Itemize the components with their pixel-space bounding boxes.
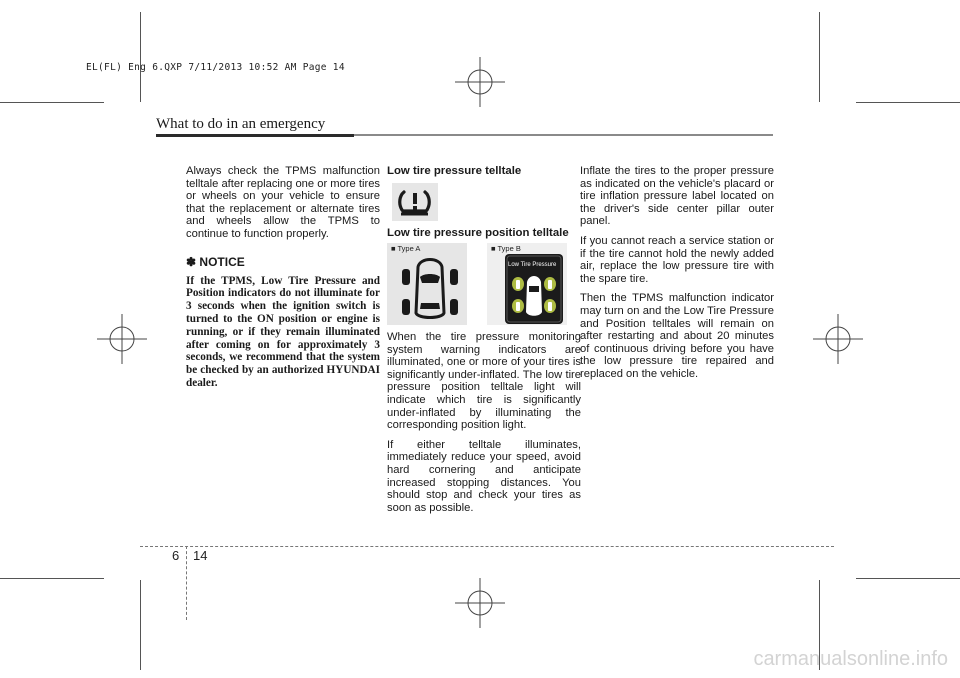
reduce-speed-paragraph: If either telltale illuminates, immediately reduce your speed, avoid hard cornering and anticipate increased stopping distances. You should stop and check your tires as soon as possible. [387,438,581,514]
registration-mark-top [455,57,505,107]
low-tire-heading: Low tire pressure telltale [387,165,522,177]
notice-label: NOTICE [199,254,245,269]
registration-mark-left [97,314,147,364]
header-rule-accent [156,134,354,137]
inflate-tires-paragraph: Inflate the tires to the proper pressure as indicated on the vehicle's placard or tire inflation pressure label located on the driver's side center pillar outer panel. [580,165,774,228]
chapter-number: 6 [172,548,180,563]
malfunction-indicator-paragraph: Then the TPMS malfunction indicator may turn on and the Low Tire Pressure and Position telltales will remain on after restarting and about 20 minutes of continuous driving before you have the low pressure tire repaired and replaced on the vehicle. [580,292,774,380]
notice-heading [186,255,380,269]
tpms-warning-icon [392,183,438,221]
print-slug: EL(FL) Eng 6.QXP 7/11/2013 10:52 AM Page 14 [86,62,345,73]
position-telltale-heading: Low tire pressure position telltale [387,227,569,239]
watermark: carmanualsonline.info [753,648,948,670]
registration-mark-bottom [455,578,505,628]
type-a-label: ■ Type A [391,244,421,253]
page-number: 14 [193,548,208,563]
registration-mark-right [813,314,863,364]
left-column [186,165,380,390]
type-b-label: ■ Type B [491,244,521,253]
middle-column-body [387,331,581,521]
car-tire-position-icon [400,253,460,323]
tpms-check-paragraph: Always check the TPMS malfunction telltale after replacing one or more tires or wheels on your vehicle to ensure that the replacement or alternate tires and wheels allow the TPMS to continue to function properly. [186,165,381,240]
footer-rule [140,546,834,547]
notice-text: If the TPMS, Low Tire Pressure and Position indicators do not illuminate for 3 seconds when the ignition switch is turned to the ON position or engine is running, or if they remain illuminated after coming on for approximately 3 seconds, we recommend that the system be checked by an authorized HYUNDAI dealer. [186,274,380,389]
notice-star-icon: ✽ [186,254,197,269]
lcd-display-text: Low Tire Pressure [508,262,557,268]
page-number-divider [186,546,187,620]
spare-tire-paragraph: If you cannot reach a service station or if the tire cannot hold the newly added air, replace the low pressure tire with the spare tire. [580,234,774,285]
tpms-indicator-paragraph: When the tire pressure monitoring system warning indicators are illuminated, one or more of your tires is significantly under-inflated. The low tire pressure position telltale light will indicate which tire is significantly under-inflated by illuminating the corresponding position light. [387,331,581,432]
section-title: What to do in an emergency [156,116,326,132]
right-column [580,165,774,388]
